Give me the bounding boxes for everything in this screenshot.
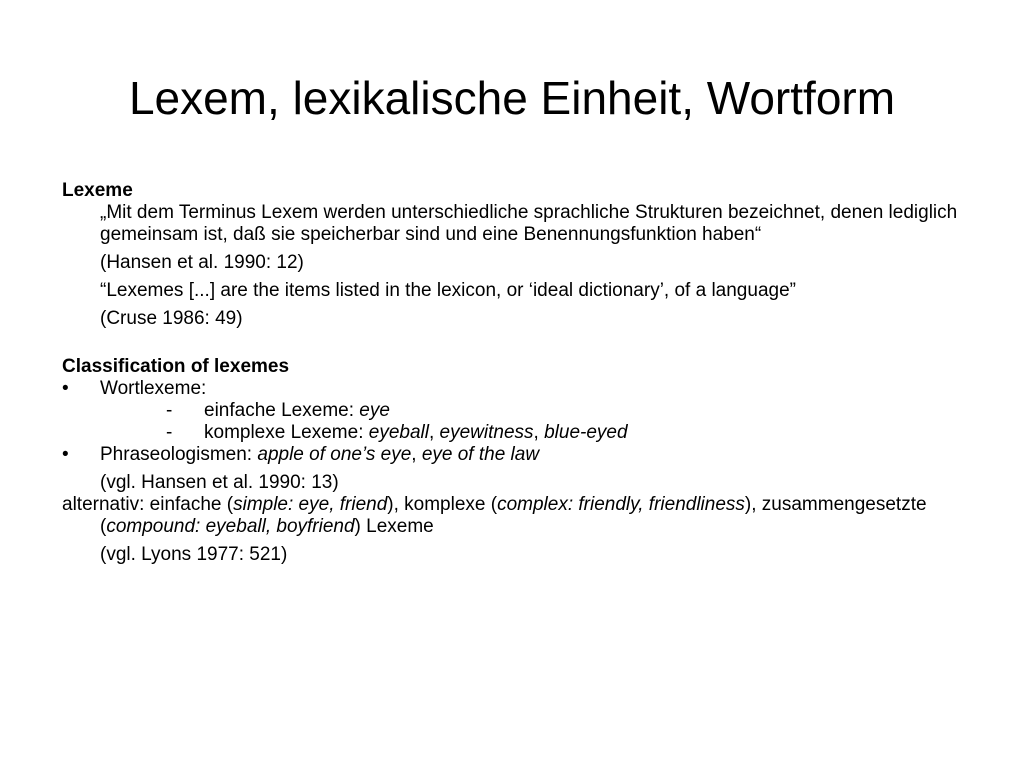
bullet-phraseologismen xyxy=(62,444,962,466)
quote-english: “Lexemes [...] are the items listed in the lexicon, or ‘ideal dictionary’, of a language” xyxy=(100,280,796,301)
alt-text-1: alternativ: einfache ( xyxy=(62,494,234,515)
slide-body xyxy=(62,180,962,566)
example-eye: eye xyxy=(359,400,390,421)
dash-icon: - xyxy=(166,400,173,421)
separator: , xyxy=(428,422,440,443)
phraseologismen-text xyxy=(100,444,539,466)
citation-lyons-1977: (vgl. Lyons 1977: 521) xyxy=(100,544,288,565)
subitem-komplexe-text xyxy=(204,422,628,444)
alt-compound: compound: eyeball, boyfriend xyxy=(106,516,355,537)
slide-title: Lexem, lexikalische Einheit, Wortform xyxy=(128,72,896,124)
quote-german: „Mit dem Terminus Lexem werden unterschiedliche sprachliche Strukturen bezeichnet, denen lediglich gemeinsam ist, daß sie speicherbar sind und eine Benennungsfunktion haben“ xyxy=(100,202,958,245)
separator: , xyxy=(533,422,545,443)
subitem-einfache-text xyxy=(204,400,390,422)
bullet-wortlexeme xyxy=(62,378,962,400)
einfache-label: einfache Lexeme: xyxy=(204,400,360,421)
classification-heading: Classification of lexemes xyxy=(62,356,290,377)
subitem-komplexe xyxy=(62,422,962,444)
lexeme-heading: Lexeme xyxy=(62,180,133,201)
alt-simple: simple: eye, friend xyxy=(233,494,388,515)
example-eyeball: eyeball xyxy=(368,422,429,443)
example-eyewitness: eyewitness xyxy=(439,422,534,443)
komplexe-label: komplexe Lexeme: xyxy=(204,422,369,443)
phraseologismen-label: Phraseologismen: xyxy=(100,444,258,465)
alt-text-3: ), zusammengesetzte ( xyxy=(100,494,927,537)
alt-text-4: ) Lexeme xyxy=(354,516,434,537)
alt-text-2: ), komplexe ( xyxy=(387,494,498,515)
alternative-classification xyxy=(62,494,962,538)
citation-cruse-1986: (Cruse 1986: 49) xyxy=(100,308,243,329)
citation-hansen-1990-13: (vgl. Hansen et al. 1990: 13) xyxy=(100,472,339,493)
example-blue-eyed: blue-eyed xyxy=(544,422,628,443)
alt-complex: complex: friendly, friendliness xyxy=(497,494,745,515)
separator: , xyxy=(411,444,422,465)
dash-icon: - xyxy=(166,422,173,443)
subitem-einfache xyxy=(62,400,962,422)
example-apple-of-ones-eye: apple of one’s eye xyxy=(257,444,412,465)
wortlexeme-label: Wortlexeme: xyxy=(100,378,207,399)
bullet-icon: • xyxy=(62,444,69,465)
example-eye-of-the-law: eye of the law xyxy=(421,444,540,465)
bullet-icon: • xyxy=(62,378,69,399)
citation-hansen-1990-12: (Hansen et al. 1990: 12) xyxy=(100,252,304,273)
